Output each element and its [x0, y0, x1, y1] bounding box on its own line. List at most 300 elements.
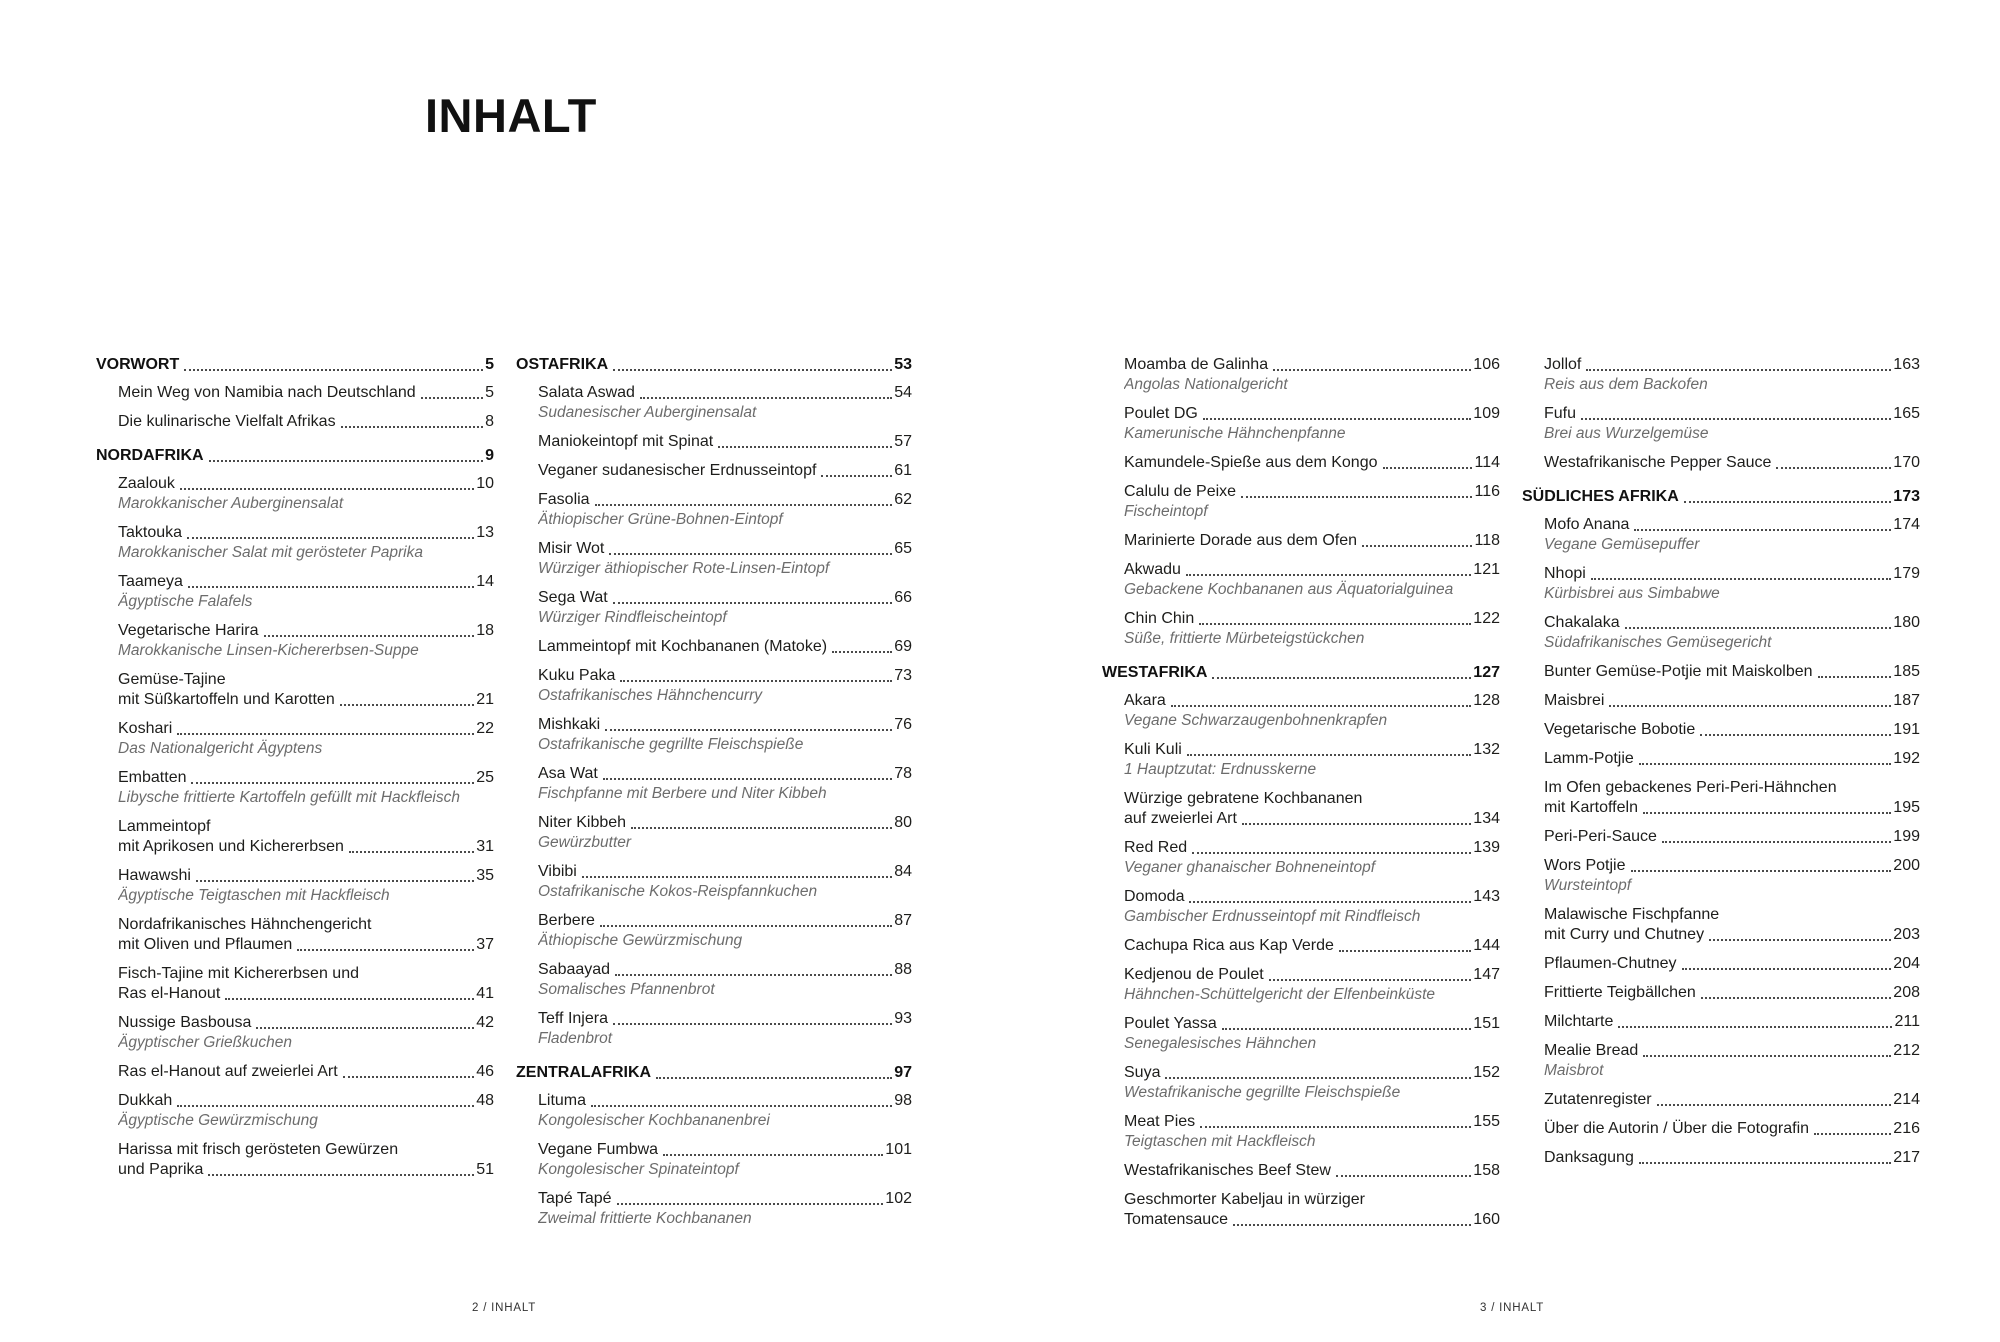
toc-entry[interactable]: [516, 715, 912, 755]
toc-section: [1102, 663, 1500, 1230]
toc-entry-title-line: Fisch-Tajine mit Kichererbsen und: [118, 965, 359, 982]
toc-entry-page: 25: [476, 769, 494, 786]
toc-entry-title: Moamba de Galinha: [1124, 356, 1269, 373]
toc-entry-subtitle: Fladenbrot: [538, 1030, 613, 1047]
toc-entry[interactable]: [96, 621, 494, 661]
toc-entry[interactable]: [516, 1091, 912, 1131]
toc-entry-subtitle: Kongolesischer Kochbananenbrei: [538, 1112, 770, 1129]
toc-entry-page: 128: [1473, 692, 1500, 709]
dot-leader: [832, 651, 892, 653]
toc-entry-line: [118, 935, 494, 955]
toc-entry-page: 31: [476, 838, 494, 855]
toc-entry-subtitle: Gewürzbutter: [538, 834, 632, 851]
toc-entry-title-line: Geschmorter Kabeljau in würziger: [1124, 1191, 1365, 1208]
dot-leader: [613, 602, 893, 604]
toc-entry-subtitle: Äthiopischer Grüne-Bohnen-Eintopf: [538, 511, 783, 528]
toc-entry[interactable]: [1522, 1041, 1920, 1081]
dot-leader: [341, 426, 484, 428]
section-heading-title: NORDAFRIKA: [96, 447, 204, 464]
toc-entry-page: 114: [1474, 454, 1500, 471]
toc-entry[interactable]: [1522, 564, 1920, 604]
toc-entry-title: Lammeintopf mit Kochbananen (Matoke): [538, 638, 828, 655]
toc-entry[interactable]: [1522, 749, 1920, 769]
toc-entry[interactable]: [1522, 613, 1920, 653]
dot-leader: [718, 446, 892, 448]
toc-entry[interactable]: [96, 670, 494, 710]
toc-entry-title: Bunter Gemüse-Potjie mit Maiskolben: [1544, 663, 1813, 680]
dot-leader: [1643, 1055, 1891, 1057]
dot-leader: [656, 1077, 892, 1079]
dot-leader: [605, 729, 892, 731]
section-heading[interactable]: [516, 1063, 912, 1083]
toc-entry-line: [538, 539, 912, 559]
toc-entry[interactable]: [1102, 740, 1500, 780]
toc-entry[interactable]: [516, 383, 912, 423]
toc-entry-subtitle: Hähnchen-Schüttelgericht der Elfenbeinküste: [1124, 986, 1436, 1003]
toc-entry-title: Asa Wat: [538, 765, 598, 782]
toc-entry[interactable]: [96, 1091, 494, 1131]
toc-entry-line: [1124, 1063, 1500, 1083]
toc-entry-title: Poulet DG: [1124, 405, 1198, 422]
toc-entry-title: Mealie Bread: [1544, 1042, 1639, 1059]
dot-leader: [1618, 1026, 1892, 1028]
toc-entry-title: Hawawshi: [118, 867, 191, 884]
toc-entry-title: Vegetarische Bobotie: [1544, 721, 1696, 738]
toc-entry[interactable]: [96, 572, 494, 612]
toc-entry[interactable]: [96, 474, 494, 514]
section-heading-page: 5: [485, 356, 494, 373]
section-heading[interactable]: [1102, 663, 1500, 683]
dot-leader: [187, 537, 474, 539]
toc-entry-line: [118, 1013, 494, 1033]
toc-entry-page: 160: [1473, 1211, 1500, 1228]
toc-entry-page: 88: [894, 961, 912, 978]
toc-section: [96, 446, 494, 1180]
toc-entry-line: [1124, 965, 1500, 985]
toc-entry-title: Fasolia: [538, 491, 590, 508]
toc-entry-line: [118, 690, 494, 710]
toc-entry[interactable]: [516, 1009, 912, 1049]
toc-entry-page: 180: [1893, 614, 1920, 631]
toc-entry-title: Calulu de Peixe: [1124, 483, 1237, 500]
toc-entry-title: Suya: [1124, 1064, 1161, 1081]
section-heading[interactable]: [96, 446, 494, 466]
toc-entry-title: Vibibi: [538, 863, 577, 880]
toc-entry-page: 132: [1473, 741, 1500, 758]
toc-entry[interactable]: [96, 768, 494, 808]
section-heading-page: 97: [894, 1064, 912, 1081]
section-heading[interactable]: [1522, 487, 1920, 507]
toc-entry[interactable]: [1522, 856, 1920, 896]
toc-entry[interactable]: [516, 490, 912, 530]
toc-entry[interactable]: [96, 817, 494, 857]
toc-entry-subtitle: Das Nationalgericht Ägyptens: [118, 740, 323, 757]
page-footer-right: 3 / INHALT: [1480, 1302, 1545, 1314]
toc-entry-line: [118, 1062, 494, 1082]
toc-entry-page: 87: [894, 912, 912, 929]
toc-entry-subtitle: Marokkanischer Auberginensalat: [118, 495, 344, 512]
toc-entry-line: [538, 1140, 912, 1160]
dot-leader: [1591, 578, 1891, 580]
toc-entry-title: Koshari: [118, 720, 173, 737]
toc-entry[interactable]: [96, 1140, 494, 1180]
dot-leader: [1631, 870, 1892, 872]
toc-entry[interactable]: [516, 637, 912, 657]
toc-entry-subtitle: Ostafrikanisches Hähnchencurry: [538, 687, 762, 704]
toc-entry-title: Ras el-Hanout auf zweierlei Art: [118, 1063, 338, 1080]
toc-entry[interactable]: [516, 539, 912, 579]
toc-entry-line: [1124, 531, 1500, 551]
section-heading-title: OSTAFRIKA: [516, 356, 609, 373]
dot-leader: [421, 397, 483, 399]
toc-entry[interactable]: [1522, 691, 1920, 711]
toc-entry-title: Maisbrei: [1544, 692, 1605, 709]
dot-leader: [1192, 852, 1471, 854]
toc-entry[interactable]: [1522, 827, 1920, 847]
dot-leader: [591, 1105, 892, 1107]
toc-entry-title: Teff Injera: [538, 1010, 608, 1027]
section-heading-page: 173: [1893, 488, 1920, 505]
toc-entry-line: [538, 1091, 912, 1111]
toc-entry[interactable]: [96, 915, 494, 955]
toc-entry-title: und Paprika: [118, 1161, 204, 1178]
toc-entry-page: 118: [1474, 532, 1500, 549]
toc-entry[interactable]: [516, 461, 912, 481]
toc-entry[interactable]: [1522, 404, 1920, 444]
toc-entry-page: 144: [1473, 937, 1500, 954]
toc-entry[interactable]: [516, 911, 912, 951]
section-heading[interactable]: [516, 355, 912, 375]
toc-entry-title: Domoda: [1124, 888, 1185, 905]
dot-leader: [1818, 676, 1892, 678]
dot-leader: [208, 1174, 474, 1176]
dot-leader: [1336, 1175, 1471, 1177]
dot-leader: [595, 504, 893, 506]
toc-entry[interactable]: [1522, 1012, 1920, 1032]
toc-entry-line: [1544, 749, 1920, 769]
toc-entry[interactable]: [96, 383, 494, 403]
toc-entry[interactable]: [1522, 983, 1920, 1003]
toc-entry[interactable]: [96, 1062, 494, 1082]
toc-entry[interactable]: [516, 588, 912, 628]
toc-entry[interactable]: [1522, 453, 1920, 473]
toc-entry-title: Marinierte Dorade aus dem Ofen: [1124, 532, 1357, 549]
toc-entry-title: Wors Potjie: [1544, 857, 1626, 874]
toc-entry-title: Chakalaka: [1544, 614, 1620, 631]
toc-entry-subtitle: Kürbisbrei aus Simbabwe: [1544, 585, 1720, 602]
dot-leader: [1212, 677, 1471, 679]
dot-leader: [1643, 812, 1891, 814]
toc-entry[interactable]: [96, 523, 494, 563]
toc-entry-page: 61: [894, 462, 912, 479]
toc-entry[interactable]: [96, 719, 494, 759]
toc-entry-line: [1124, 936, 1500, 956]
toc-column-4: [1522, 355, 1920, 1182]
toc-entry-page: 37: [476, 936, 494, 953]
toc-entry-line: [1544, 798, 1920, 818]
toc-entry-page: 152: [1473, 1064, 1500, 1081]
dot-leader: [1189, 901, 1471, 903]
toc-entry[interactable]: [1522, 1148, 1920, 1168]
toc-entry-page: 174: [1893, 516, 1920, 533]
toc-entry[interactable]: [1102, 531, 1500, 551]
toc-entry[interactable]: [516, 862, 912, 902]
toc-entry-page: 35: [476, 867, 494, 884]
toc-entry-title: Chin Chin: [1124, 610, 1195, 627]
dot-leader: [343, 1076, 475, 1078]
toc-entry-title: Mofo Anana: [1544, 516, 1630, 533]
toc-entry-page: 195: [1893, 799, 1920, 816]
dot-leader: [631, 827, 892, 829]
toc-column-3: [1102, 355, 1500, 1244]
toc-entry-subtitle: Marokkanische Linsen-Kichererbsen-Suppe: [118, 642, 419, 659]
toc-entry-title: Peri-Peri-Sauce: [1544, 828, 1657, 845]
toc-entry-title: Taktouka: [118, 524, 183, 541]
toc-entry-subtitle: Vegane Schwarzaugenbohnenkrapfen: [1124, 712, 1388, 729]
toc-entry-page: 69: [894, 638, 912, 655]
toc-entry-line: [1124, 809, 1500, 829]
dot-leader: [209, 460, 484, 462]
section-heading-page: 9: [485, 447, 494, 464]
toc-entry-subtitle: Ägyptische Falafels: [118, 593, 253, 610]
toc-entry-title-line: Harissa mit frisch gerösteten Gewürzen: [118, 1141, 399, 1158]
toc-entry-title: Westafrikanisches Beef Stew: [1124, 1162, 1331, 1179]
toc-entry[interactable]: [1522, 954, 1920, 974]
toc-entry-title: Misir Wot: [538, 540, 605, 557]
toc-entry-subtitle: Fischpfanne mit Berbere und Niter Kibbeh: [538, 785, 827, 802]
dot-leader: [188, 586, 474, 588]
dot-leader: [615, 974, 892, 976]
toc-entry-title: Berbere: [538, 912, 595, 929]
dot-leader: [264, 635, 475, 637]
toc-entry[interactable]: [516, 1189, 912, 1229]
toc-entry-line: [1124, 609, 1500, 629]
toc-entry[interactable]: [516, 764, 912, 804]
toc-entry-title: Mein Weg von Namibia nach Deutschland: [118, 384, 416, 401]
toc-entry[interactable]: [1522, 515, 1920, 555]
dot-leader: [1586, 369, 1891, 371]
toc-entry[interactable]: [1522, 905, 1920, 945]
toc-entry-page: 203: [1893, 926, 1920, 943]
dot-leader: [821, 475, 892, 477]
dot-leader: [1186, 574, 1471, 576]
toc-section: [516, 355, 912, 1049]
toc-entry[interactable]: [1102, 936, 1500, 956]
toc-entry-page: 200: [1893, 857, 1920, 874]
toc-entry-line: [118, 621, 494, 641]
dot-leader: [1682, 968, 1892, 970]
toc-entry[interactable]: [1522, 662, 1920, 682]
toc-entry[interactable]: [1102, 1190, 1500, 1230]
toc-entry-page: 93: [894, 1010, 912, 1027]
toc-entry[interactable]: [1102, 1112, 1500, 1152]
toc-entry[interactable]: [96, 964, 494, 1004]
toc-entry-title: Ras el-Hanout: [118, 985, 221, 1002]
toc-entry[interactable]: [96, 412, 494, 432]
toc-entry[interactable]: [516, 666, 912, 706]
toc-entry[interactable]: [1522, 778, 1920, 818]
toc-entry-line: [1124, 404, 1500, 424]
toc-entry[interactable]: [516, 1140, 912, 1180]
section-heading[interactable]: [96, 355, 494, 375]
toc-entry-title: Kuku Paka: [538, 667, 616, 684]
dot-leader: [1609, 705, 1891, 707]
toc-entry-subtitle: Gebackene Kochbananen aus Äquatorialguinea: [1124, 581, 1454, 598]
dot-leader: [196, 880, 474, 882]
toc-entry-line: [1124, 482, 1500, 502]
dot-leader: [613, 1023, 892, 1025]
toc-entry-title: Nussige Basbousa: [118, 1014, 252, 1031]
toc-column-1: [96, 355, 494, 1194]
toc-entry-page: 46: [476, 1063, 494, 1080]
toc-entry[interactable]: [96, 1013, 494, 1053]
toc-entry-line: [1544, 954, 1920, 974]
toc-entry-page: 5: [485, 384, 494, 401]
toc-entry-line: [538, 862, 912, 882]
toc-entry-line: [538, 432, 912, 452]
toc-entry-page: 155: [1473, 1113, 1500, 1130]
toc-entry-line: [1544, 856, 1920, 876]
toc-entry-line: [1544, 662, 1920, 682]
toc-entry-title: Red Red: [1124, 839, 1188, 856]
toc-entry-page: 121: [1473, 561, 1500, 578]
toc-entry-line: [118, 383, 494, 403]
section-heading-page: 53: [894, 356, 912, 373]
toc-entry[interactable]: [1522, 1090, 1920, 1110]
toc-entry[interactable]: [1102, 1063, 1500, 1103]
toc-entry-line: [538, 588, 912, 608]
toc-entry-page: 41: [476, 985, 494, 1002]
toc-entry-subtitle: Wursteintopf: [1544, 877, 1632, 894]
toc-entry-subtitle: Sudanesischer Auberginensalat: [538, 404, 757, 421]
toc-entry[interactable]: [1102, 1161, 1500, 1181]
toc-entry[interactable]: [516, 960, 912, 1000]
toc-entry-title-line: Würzige gebratene Kochbananen: [1124, 790, 1363, 807]
toc-entry[interactable]: [1102, 965, 1500, 1005]
toc-entry-line: [118, 719, 494, 739]
toc-entry-subtitle: Brei aus Wurzelgemüse: [1544, 425, 1709, 442]
toc-entry-title: Maniokeintopf mit Spinat: [538, 433, 714, 450]
section-heading-title: WESTAFRIKA: [1102, 664, 1208, 681]
toc-entry-line: [118, 412, 494, 432]
toc-entry[interactable]: [1102, 1014, 1500, 1054]
toc-entry-page: 42: [476, 1014, 494, 1031]
toc-entry-title: Zaalouk: [118, 475, 175, 492]
toc-entry[interactable]: [1522, 1119, 1920, 1139]
toc-entry-page: 106: [1473, 356, 1500, 373]
toc-entry-line: [118, 523, 494, 543]
toc-entry-subtitle: Ägyptischer Grießkuchen: [118, 1034, 293, 1051]
toc-entry[interactable]: [1522, 720, 1920, 740]
toc-entry-page: 158: [1473, 1162, 1500, 1179]
toc-entry[interactable]: [1102, 560, 1500, 600]
toc-entry-title: Poulet Yassa: [1124, 1015, 1217, 1032]
toc-entry-page: 208: [1893, 984, 1920, 1001]
dot-leader: [1165, 1077, 1471, 1079]
toc-entry-subtitle: Süße, frittierte Mürbeteigstückchen: [1124, 630, 1365, 647]
dot-leader: [1203, 418, 1471, 420]
toc-entry[interactable]: [1102, 482, 1500, 522]
toc-entry-line: [1544, 453, 1920, 473]
toc-entry[interactable]: [1102, 609, 1500, 649]
toc-entry-page: 102: [885, 1190, 912, 1207]
toc-entry-title: Tomatensauce: [1124, 1211, 1229, 1228]
toc-entry-line: [118, 1160, 494, 1180]
toc-entry-subtitle: Somalisches Pfannenbrot: [538, 981, 715, 998]
toc-entry-title: Vegane Fumbwa: [538, 1141, 659, 1158]
toc-entry-page: 191: [1893, 721, 1920, 738]
toc-entry-line: [538, 764, 912, 784]
toc-entry[interactable]: [1102, 404, 1500, 444]
toc-entry-title: Vegetarische Harira: [118, 622, 259, 639]
toc-entry-line: [1124, 1210, 1500, 1230]
dot-leader: [617, 1203, 884, 1205]
toc-entry[interactable]: [1102, 887, 1500, 927]
toc-entry-subtitle: Westafrikanische gegrillte Fleischspieße: [1124, 1084, 1401, 1101]
toc-entry-line: [118, 474, 494, 494]
toc-entry-title: mit Curry und Chutney: [1544, 926, 1705, 943]
toc-entry-line: [118, 572, 494, 592]
dot-leader: [1814, 1133, 1891, 1135]
toc-entry-title: Kedjenou de Poulet: [1124, 966, 1264, 983]
toc-entry-title: Niter Kibbeh: [538, 814, 627, 831]
toc-entry-line: [538, 715, 912, 735]
toc-entry-title: Die kulinarische Vielfalt Afrikas: [118, 413, 336, 430]
toc-entry-title: Pflaumen-Chutney: [1544, 955, 1677, 972]
toc-entry[interactable]: [516, 813, 912, 853]
dot-leader: [1199, 623, 1471, 625]
section-heading-title: ZENTRALAFRIKA: [516, 1064, 652, 1081]
toc-entry[interactable]: [516, 432, 912, 452]
toc-entry-line: [1544, 983, 1920, 1003]
toc-entry-title: Danksagung: [1544, 1149, 1634, 1166]
toc-entry-title-line: Im Ofen gebackenes Peri-Peri-Hähnchen: [1544, 779, 1837, 796]
toc-entry[interactable]: [1102, 838, 1500, 878]
toc-entry-page: 54: [894, 384, 912, 401]
toc-entry-page: 185: [1893, 663, 1920, 680]
toc-entry-subtitle: Ägyptische Gewürzmischung: [118, 1112, 318, 1129]
toc-entry-title: Akara: [1124, 692, 1166, 709]
toc-entry-title: Veganer sudanesischer Erdnusseintopf: [538, 462, 817, 479]
toc-entry-page: 204: [1893, 955, 1920, 972]
toc-entry-title: mit Süßkartoffeln und Karotten: [118, 691, 335, 708]
toc-entry[interactable]: [96, 866, 494, 906]
toc-entry[interactable]: [1522, 355, 1920, 395]
toc-entry[interactable]: [1102, 453, 1500, 473]
toc-entry-line: [1544, 355, 1920, 375]
dot-leader: [663, 1154, 883, 1156]
toc-entry[interactable]: [1102, 789, 1500, 829]
toc-entry-line: [538, 960, 912, 980]
dot-leader: [1362, 545, 1472, 547]
toc-entry-subtitle: 1 Hauptzutat: Erdnusskerne: [1124, 761, 1317, 778]
dot-leader: [620, 680, 892, 682]
toc-entry-page: 22: [476, 720, 494, 737]
dot-leader: [180, 488, 474, 490]
toc-entry-line: [118, 837, 494, 857]
toc-entry-subtitle: Ostafrikanische gegrillte Fleischspieße: [538, 736, 804, 753]
toc-entry-line: [118, 1091, 494, 1111]
dot-leader: [225, 998, 474, 1000]
toc-entry[interactable]: [1102, 355, 1500, 395]
toc-entry[interactable]: [1102, 691, 1500, 731]
toc-entry-page: 65: [894, 540, 912, 557]
toc-entry-line: [118, 984, 494, 1004]
toc-entry-page: 170: [1893, 454, 1920, 471]
dot-leader: [184, 369, 483, 371]
toc-entry-page: 147: [1473, 966, 1500, 983]
dot-leader: [1634, 529, 1891, 531]
